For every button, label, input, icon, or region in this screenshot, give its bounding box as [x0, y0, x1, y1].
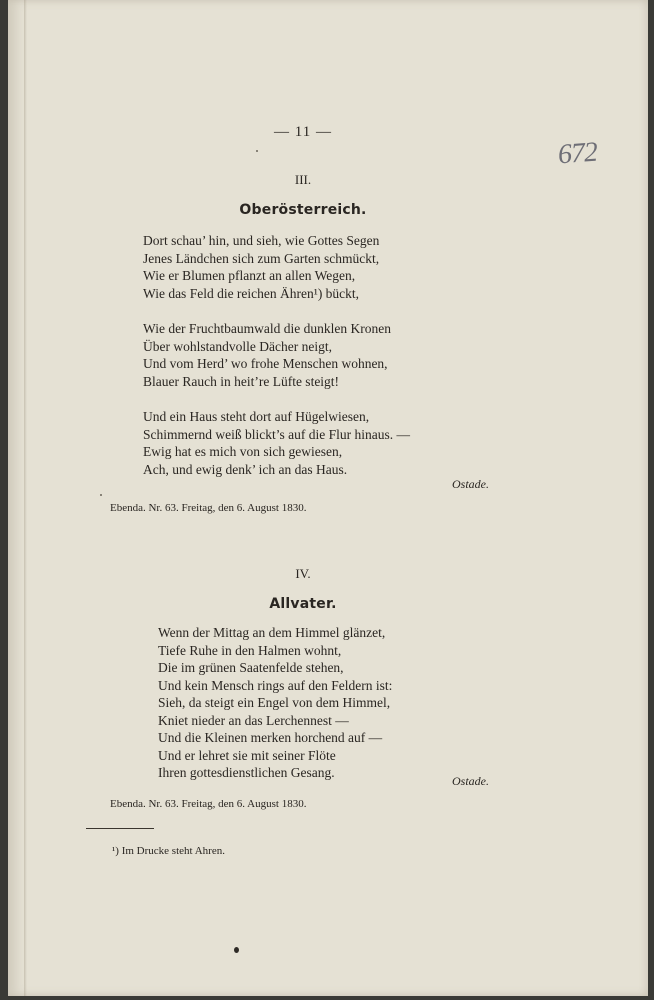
- verse-line: Ihren gottesdienstlichen Gesang.: [158, 765, 335, 780]
- poem-3-title: Oberösterreich.: [239, 202, 367, 218]
- poem-4-title: Allvater.: [269, 596, 337, 612]
- verse-line: Und er lehret sie mit seiner Flöte: [158, 747, 336, 763]
- verse-line: Ach, und ewig denk’ ich an das Haus.: [143, 461, 348, 477]
- poem-3-stanza-3: [143, 408, 410, 478]
- verse-line: Wie das Feld die reichen Ähren¹) bückt,: [143, 285, 360, 301]
- verse-line: Schimmernd weiß blickt’s auf die Flur hinaus. —: [143, 426, 410, 442]
- verse-line: Wie er Blumen pflanzt an allen Wegen,: [143, 268, 356, 283]
- page-fold-shadow: [24, 0, 27, 996]
- poem-3-stanza-1: [143, 232, 379, 302]
- paper-speck: [100, 494, 102, 496]
- poem-3-author: Ostade.: [452, 477, 489, 491]
- verse-line: Blauer Rauch in heit’re Lüfte steigt!: [143, 373, 340, 389]
- verse-line: Und ein Haus steht dort auf Hügelwiesen,: [143, 409, 370, 424]
- verse-line: Sieh, da steigt ein Engel von dem Himmel,: [158, 695, 391, 710]
- footnote: ¹) Im Drucke steht Ahren.: [112, 845, 225, 857]
- verse-line: Jenes Ländchen sich zum Garten schmückt,: [143, 250, 380, 266]
- footnote-rule: [86, 828, 154, 829]
- page-number: — 11 —: [274, 124, 332, 140]
- verse-line: Kniet nieder an das Lerchennest —: [158, 712, 349, 728]
- poem-4-author: Ostade.: [452, 774, 489, 788]
- verse-line: Ewig hat es mich von sich gewiesen,: [143, 444, 343, 459]
- poem-3-stanza-2: [143, 320, 391, 390]
- verse-line: Die im grünen Saatenfelde stehen,: [158, 660, 344, 675]
- ink-spot: [234, 947, 239, 953]
- poem-3-source: Ebenda. Nr. 63. Freitag, den 6. August 1830.: [110, 502, 307, 514]
- verse-line: Und vom Herd’ wo frohe Menschen wohnen,: [143, 356, 388, 371]
- poem-4-number: IV.: [295, 566, 311, 581]
- archive-number-handwritten: 672: [556, 136, 598, 171]
- verse-line: Und die Kleinen merken horchend auf —: [158, 730, 383, 745]
- verse-line: Tiefe Ruhe in den Halmen wohnt,: [158, 642, 342, 658]
- verse-line: Und kein Mensch rings auf den Feldern ist:: [158, 677, 393, 693]
- poem-4-source: Ebenda. Nr. 63. Freitag, den 6. August 1830.: [110, 798, 307, 810]
- poem-3-number: III.: [294, 172, 312, 187]
- verse-line: Wie der Fruchtbaumwald die dunklen Kronen: [143, 321, 392, 336]
- paper-speck: [256, 150, 258, 152]
- document-page: [8, 0, 648, 996]
- verse-line: Über wohlstandvolle Dächer neigt,: [143, 338, 332, 354]
- verse-line: Dort schau’ hin, und sieh, wie Gottes Segen: [143, 233, 380, 248]
- verse-line: Wenn der Mittag an dem Himmel glänzet,: [158, 625, 386, 640]
- poem-4-stanza: [158, 624, 392, 782]
